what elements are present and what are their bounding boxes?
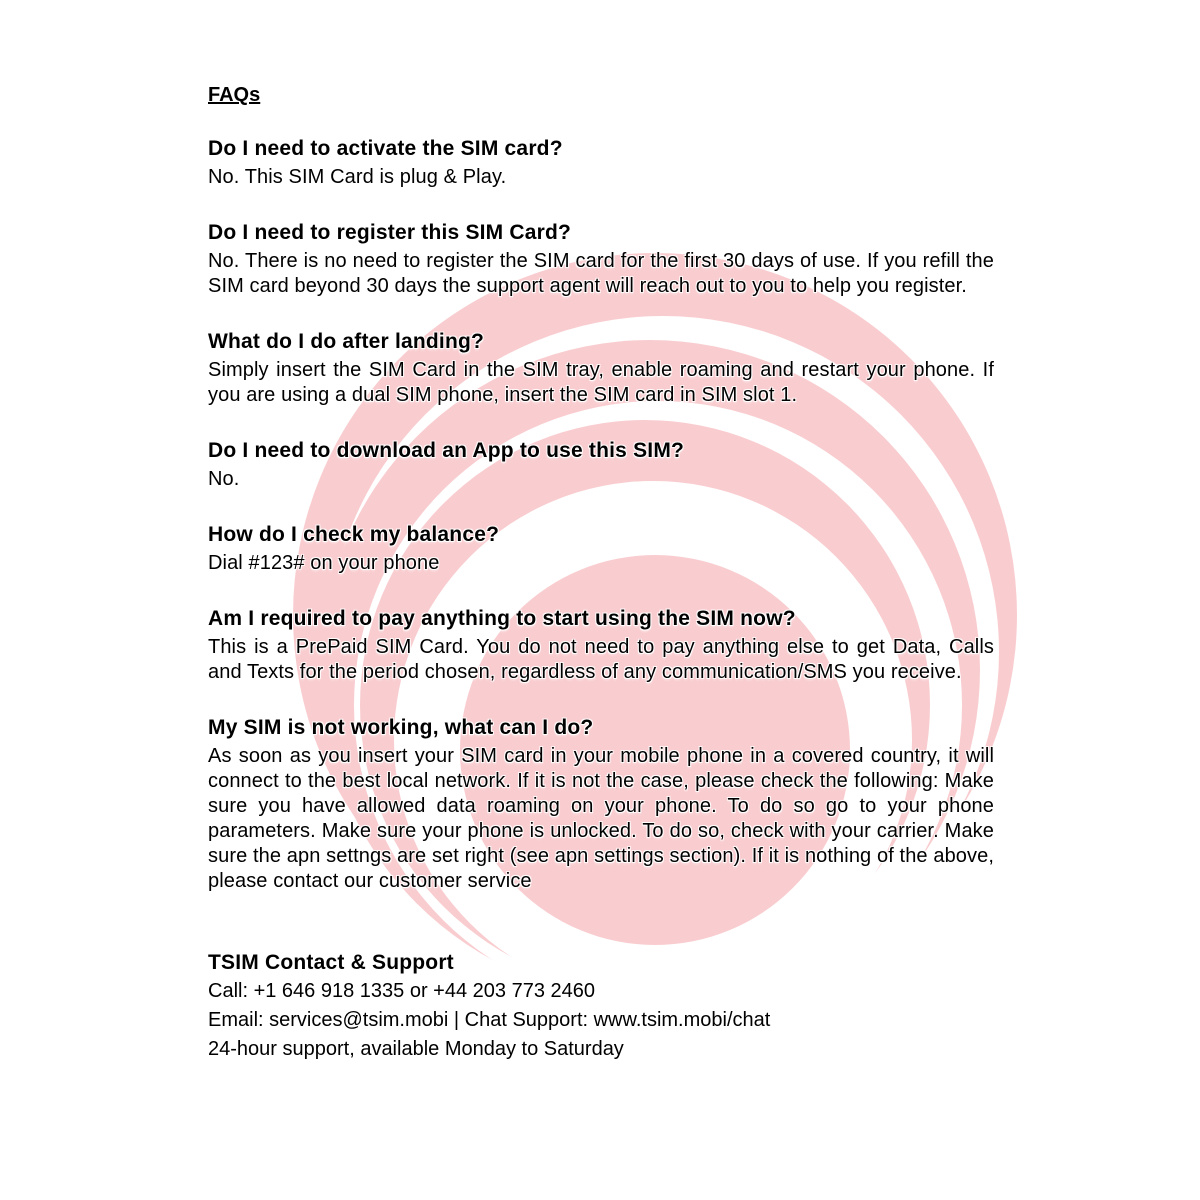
faq-question: Do I need to activate the SIM card? [208,137,563,160]
faq-answer: As soon as you insert your SIM card in your mobile phone in a covered country, it will connect to the best local network. If it is not the case, please check the following: Make sure you have allowed data roaming on your phone. To do so go to your phone parameters. Make sure your phone is unlocked. To do so, check with your carrier. Make sure the apn settngs are set right (see apn settings section). If it is nothing of the above, please contact our customer service [208,745,994,892]
faq-content [208,84,994,1062]
contact-support-section [208,950,994,1062]
faq-answer: This is a PrePaid SIM Card. You do not need to pay anything else to get Data, Calls and Texts for the period chosen, regardless of any communication/SMS you receive. [208,636,994,683]
contact-line-call: Call: +1 646 918 1335 or +44 203 773 2460 [208,980,595,1002]
faq-answer: No. [208,468,240,490]
faq-item-after-landing [208,329,994,408]
contact-heading: TSIM Contact & Support [208,951,454,974]
page-title: FAQs [208,84,261,106]
faq-question: What do I do after landing? [208,330,485,353]
faq-item-activate [208,136,994,190]
faq-question: How do I check my balance? [208,523,500,546]
faq-answer: Simply insert the SIM Card in the SIM tray, enable roaming and restart your phone. If you are using a dual SIM phone, insert the SIM card in SIM slot 1. [208,359,994,406]
contact-line-email-chat: Email: services@tsim.mobi | Chat Support: www.tsim.mobi/chat [208,1009,771,1031]
faq-question: Do I need to download an App to use this SIM? [208,439,685,462]
faq-answer: No. This SIM Card is plug & Play. [208,166,507,188]
faq-question: My SIM is not working, what can I do? [208,716,594,739]
faq-question: Do I need to register this SIM Card? [208,221,572,244]
contact-line-hours: 24-hour support, available Monday to Saturday [208,1038,624,1060]
faq-item-sim-not-working [208,715,994,894]
faq-answer: Dial #123# on your phone [208,552,440,574]
faq-item-register [208,220,994,299]
faq-question: Am I required to pay anything to start using the SIM now? [208,607,796,630]
faq-item-check-balance [208,522,994,576]
faq-answer: No. There is no need to register the SIM card for the first 30 days of use. If you refill the SIM card beyond 30 days the support agent will reach out to you to help you register. [208,250,994,297]
faq-item-download-app [208,438,994,492]
faq-item-pay-anything [208,606,994,685]
